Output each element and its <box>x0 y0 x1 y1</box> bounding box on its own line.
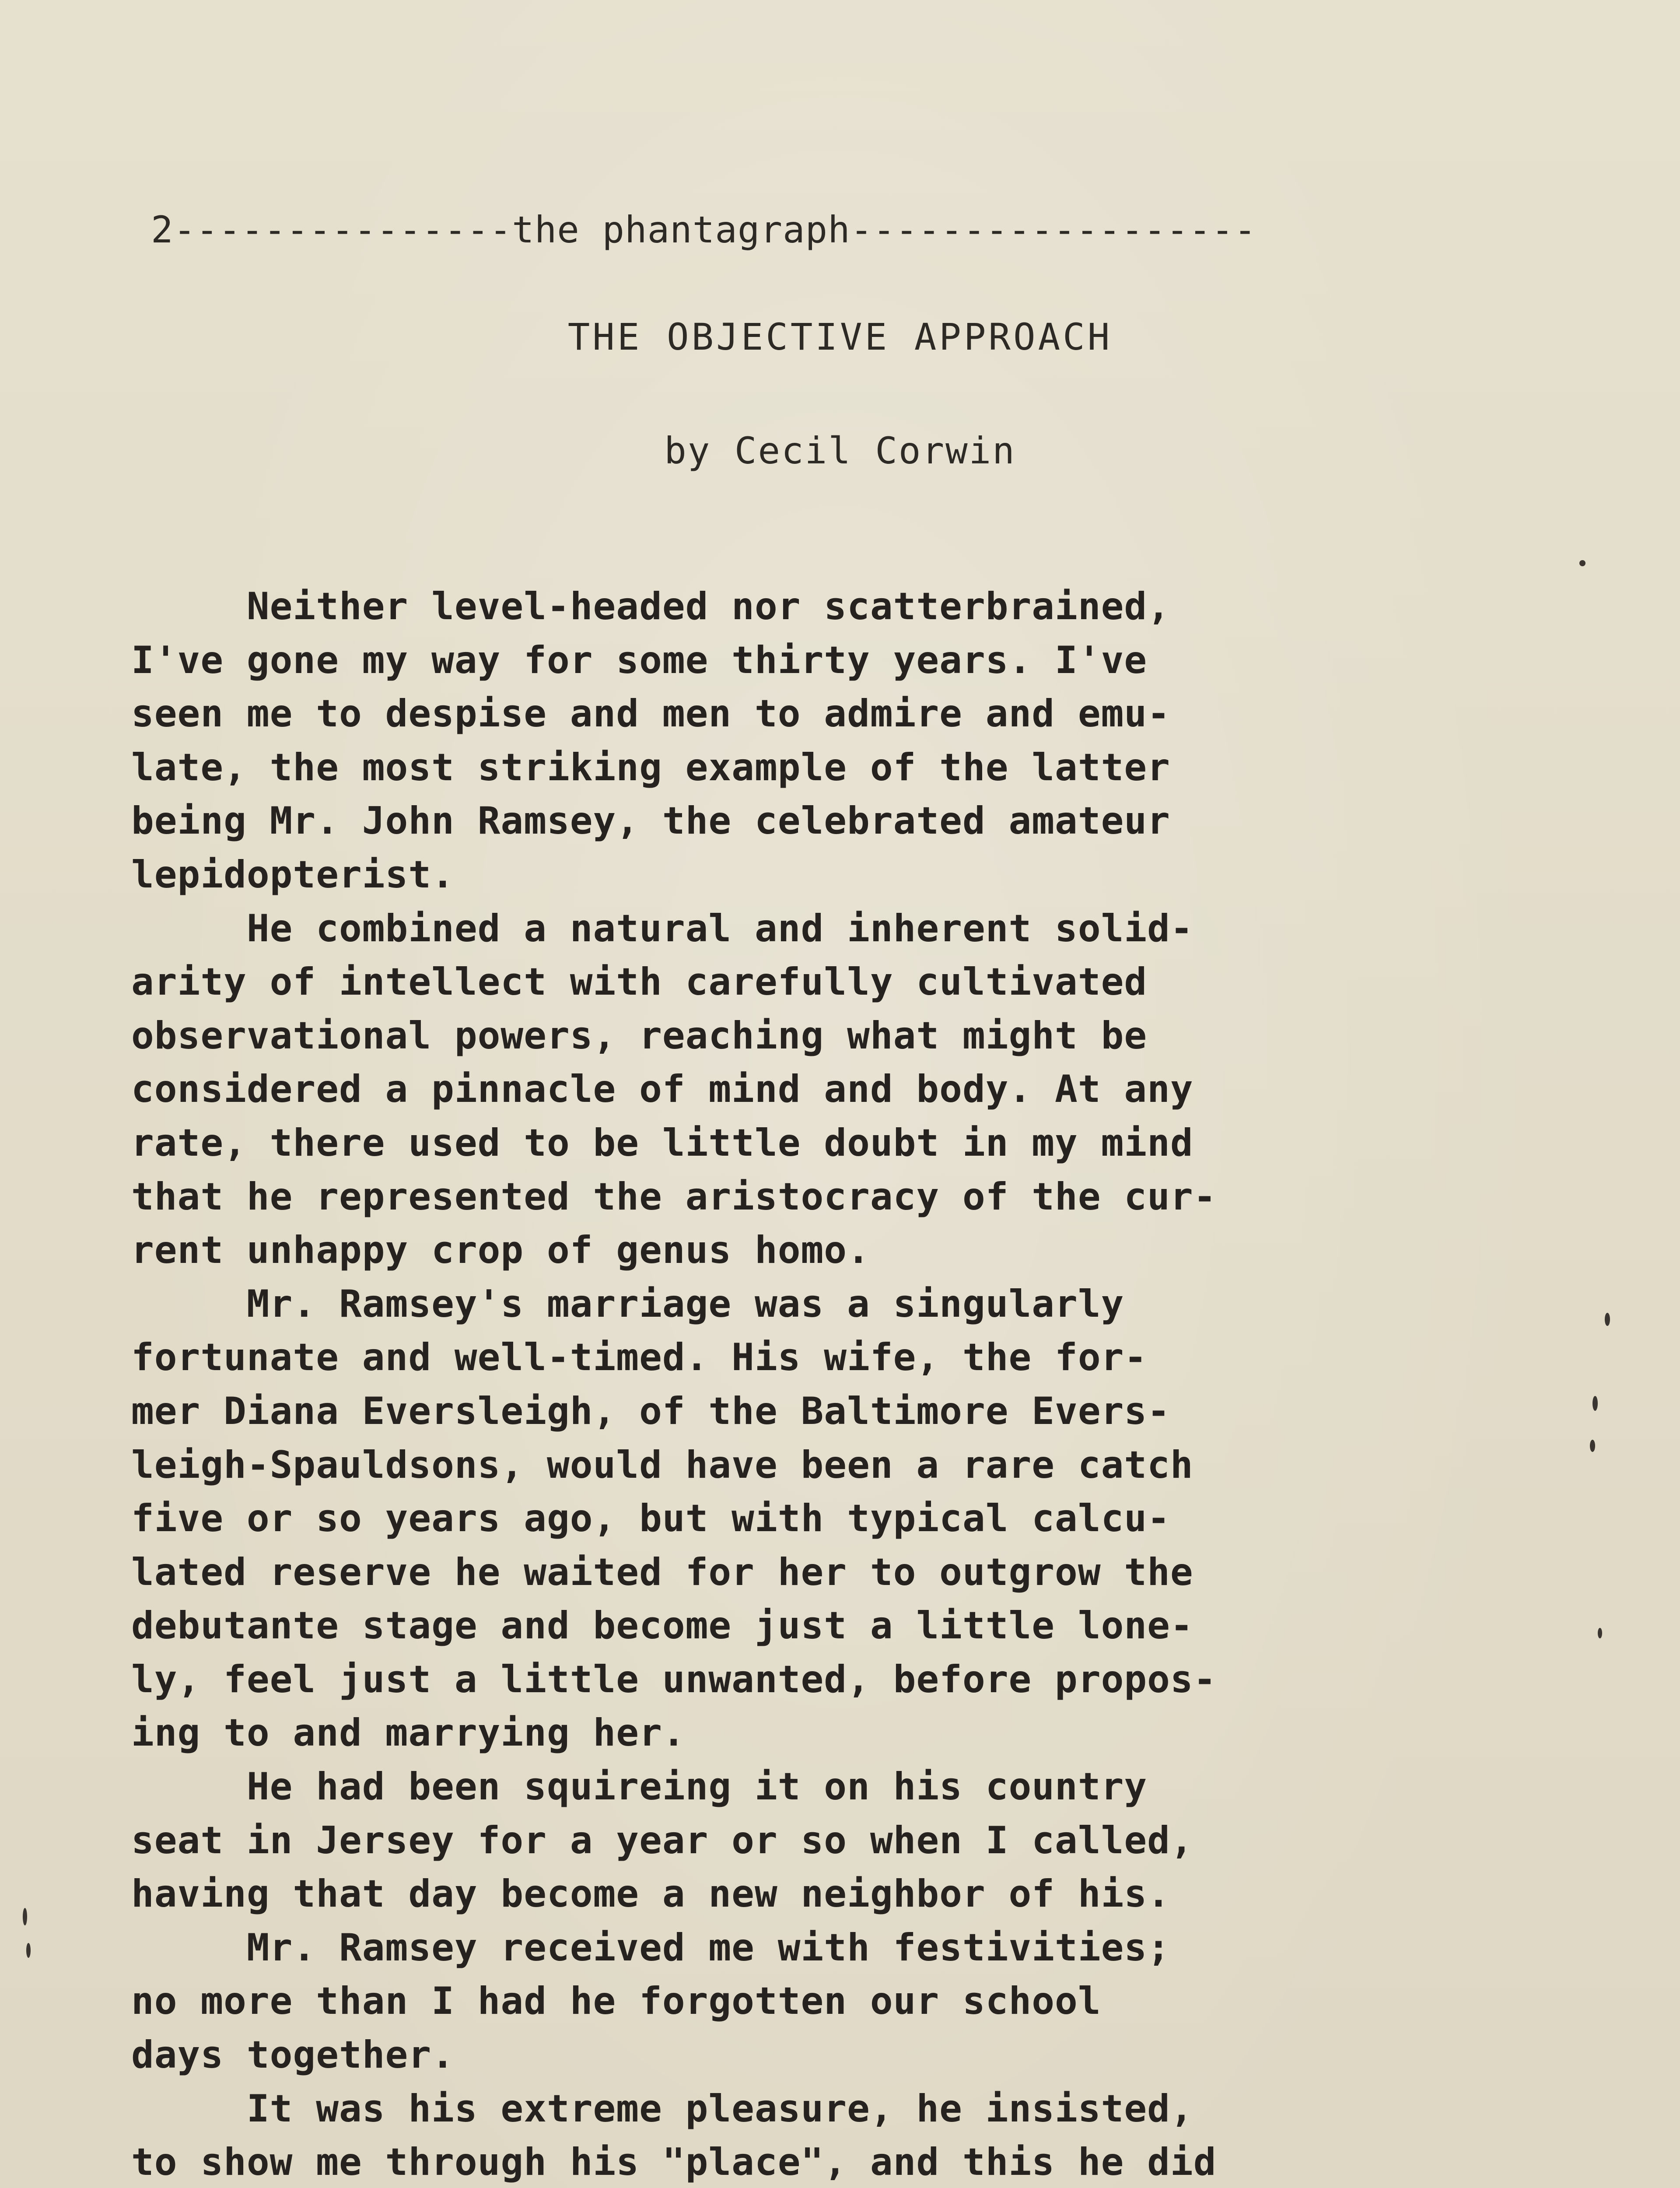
text-line: no more than I had he forgotten our school <box>131 1979 1101 2023</box>
text-line: lated reserve he waited for her to outgrow the <box>131 1550 1194 1594</box>
ink-speck <box>1590 1440 1595 1452</box>
text-line: ing to and marrying her. <box>131 1711 686 1755</box>
article-body <box>131 580 1444 2188</box>
text-line: Neither level-headed nor scatterbrained, <box>131 585 1170 628</box>
ink-speck <box>1605 1313 1610 1326</box>
ink-speck <box>1592 1396 1598 1411</box>
ink-speck <box>1598 1628 1602 1638</box>
text-line: It was his extreme pleasure, he insisted, <box>131 2086 1194 2131</box>
text-line: arity of intellect with carefully cultivated <box>131 960 1148 1004</box>
text-line: He combined a natural and inherent solid- <box>131 906 1194 950</box>
ink-speck <box>1579 560 1586 566</box>
text-line: leigh-Spauldsons, would have been a rare catch <box>131 1443 1194 1487</box>
text-line: debutante stage and become just a little lone- <box>131 1604 1194 1648</box>
text-line: He had been squireing it on his country <box>131 1765 1148 1809</box>
text-line: being Mr. John Ramsey, the celebrated amateur <box>131 799 1170 843</box>
text-line: I've gone my way for some thirty years. I've <box>131 638 1148 682</box>
text-line: considered a pinnacle of mind and body. At any <box>131 1067 1194 1112</box>
text-line: rent unhappy crop of genus homo. <box>131 1228 870 1273</box>
text-line: lepidopterist. <box>131 852 455 897</box>
text-line: fortunate and well-timed. His wife, the for- <box>131 1336 1148 1380</box>
text-line: mer Diana Eversleigh, of the Baltimore Evers- <box>131 1389 1170 1433</box>
running-header: 2---------------the phantagraph------------------ <box>151 208 1257 251</box>
ink-speck <box>23 1908 27 1925</box>
text-line: late, the most striking example of the latter <box>131 745 1170 789</box>
text-line: that he represented the aristocracy of the cur- <box>131 1175 1217 1219</box>
byline: by Cecil Corwin <box>664 429 1016 472</box>
text-line: days together. <box>131 2033 455 2077</box>
text-line: observational powers, reaching what might be <box>131 1013 1148 1058</box>
text-line: rate, there used to be little doubt in my mind <box>131 1121 1194 1165</box>
text-line: having that day become a new neighbor of his. <box>131 1872 1170 1916</box>
story-title: THE OBJECTIVE APPROACH <box>567 316 1113 358</box>
text-line: seat in Jersey for a year or so when I called, <box>131 1818 1194 1862</box>
text-line: Mr. Ramsey received me with festivities; <box>131 1925 1170 1970</box>
text-line: five or so years ago, but with typical calcu- <box>131 1497 1170 1541</box>
text-line: to show me through his "place", and this he did <box>131 2140 1217 2184</box>
text-line: seen me to despise and men to admire and emu- <box>131 692 1170 736</box>
ink-speck <box>26 1943 31 1958</box>
text-line: Mr. Ramsey's marriage was a singularly <box>131 1282 1124 1326</box>
text-line: ly, feel just a little unwanted, before propos- <box>131 1657 1217 1701</box>
